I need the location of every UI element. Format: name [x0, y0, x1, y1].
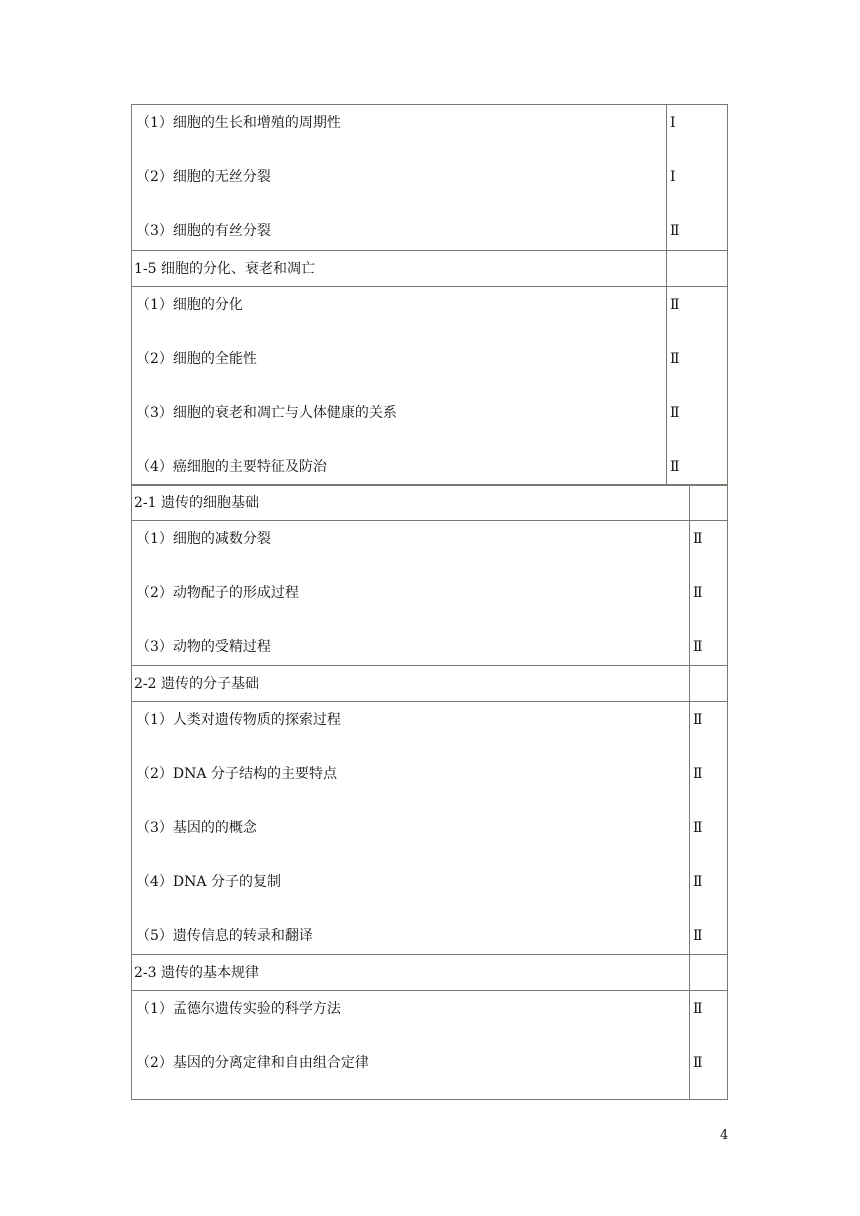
item-list-cell: [132, 702, 690, 955]
level-value: Ⅱ: [693, 820, 703, 836]
section-title: 2-2 遗传的分子基础: [132, 666, 690, 702]
section-header-row: [132, 251, 728, 287]
level-list-cell: [690, 991, 728, 1100]
list-item: （1）细胞的生长和增殖的周期性: [136, 115, 341, 131]
list-item: （1）细胞的分化: [136, 297, 243, 313]
level-value: Ⅱ: [693, 1001, 703, 1017]
level-value: Ⅱ: [693, 874, 703, 890]
item-list-cell: [132, 521, 690, 666]
list-item: （2）DNA 分子结构的主要特点: [136, 766, 337, 782]
table-row: [132, 287, 728, 486]
empty-level-cell: [690, 485, 728, 521]
empty-level-cell: [690, 955, 728, 991]
list-item: （2）基因的分离定律和自由组合定律: [136, 1055, 369, 1071]
section-title: 1-5 细胞的分化、衰老和凋亡: [132, 251, 667, 287]
level-value: Ⅱ: [693, 585, 703, 601]
level-value: Ⅱ: [693, 1055, 703, 1071]
table-row: [132, 702, 728, 955]
section-header-row: [132, 666, 728, 702]
item-list-cell: [132, 991, 690, 1100]
table-row: [132, 521, 728, 666]
level-list-cell: [690, 702, 728, 955]
level-value: Ⅱ: [693, 928, 703, 944]
section-title: 2-1 遗传的细胞基础: [132, 485, 690, 521]
list-item: （2）动物配子的形成过程: [136, 585, 299, 601]
item-list-cell: [132, 287, 667, 486]
page-number: 4: [720, 1128, 729, 1143]
list-item: （2）细胞的无丝分裂: [136, 169, 271, 185]
table-row: [132, 105, 728, 251]
level-list-cell: [667, 105, 728, 251]
empty-level-cell: [667, 251, 728, 287]
level-value: Ⅱ: [693, 766, 703, 782]
list-item: （3）动物的受精过程: [136, 639, 271, 655]
list-item: （2）细胞的全能性: [136, 351, 257, 367]
list-item: （4）癌细胞的主要特征及防治: [136, 459, 327, 475]
list-item: （4）DNA 分子的复制: [136, 874, 281, 890]
level-value: Ⅱ: [693, 531, 703, 547]
level-value: Ⅰ: [670, 115, 676, 131]
level-value: Ⅱ: [670, 405, 680, 421]
level-value: Ⅱ: [670, 459, 680, 475]
syllabus-table-1: [131, 104, 728, 486]
level-list-cell: [667, 287, 728, 486]
level-value: Ⅰ: [670, 169, 676, 185]
item-list-cell: [132, 105, 667, 251]
list-item: （3）基因的的概念: [136, 820, 257, 836]
level-value: Ⅱ: [670, 351, 680, 367]
syllabus-table-2: [131, 484, 728, 1100]
list-item: （3）细胞的有丝分裂: [136, 223, 271, 239]
empty-level-cell: [690, 666, 728, 702]
list-item: （1）细胞的减数分裂: [136, 531, 271, 547]
level-value: Ⅱ: [670, 223, 680, 239]
section-header-row: [132, 955, 728, 991]
list-item: （1）人类对遗传物质的探索过程: [136, 712, 341, 728]
level-list-cell: [690, 521, 728, 666]
level-value: Ⅱ: [670, 297, 680, 313]
table-row: [132, 991, 728, 1100]
level-value: Ⅱ: [693, 712, 703, 728]
section-title: 2-3 遗传的基本规律: [132, 955, 690, 991]
section-header-row: [132, 485, 728, 521]
list-item: （1）孟德尔遗传实验的科学方法: [136, 1001, 341, 1017]
list-item: （3）细胞的衰老和凋亡与人体健康的关系: [136, 405, 397, 421]
level-value: Ⅱ: [693, 639, 703, 655]
list-item: （5）遗传信息的转录和翻译: [136, 928, 313, 944]
